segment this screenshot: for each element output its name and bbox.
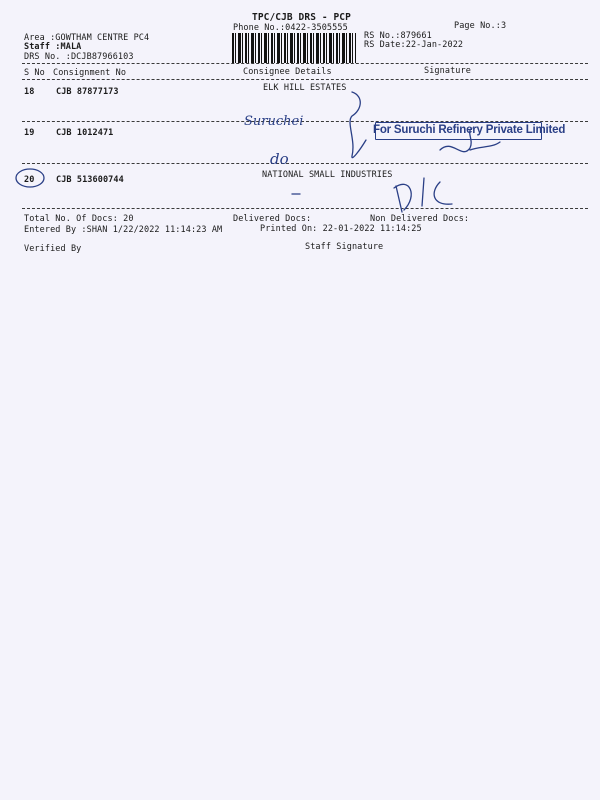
total-docs: Total No. Of Docs: 20 — [24, 214, 134, 224]
area-label: Area :GOWTHAM CENTRE PC4 — [24, 33, 150, 43]
row-sno: 20 — [24, 175, 35, 185]
printed-on: Printed On: 22-01-2022 11:14:25 — [260, 224, 422, 234]
circle-mark — [16, 169, 44, 187]
rs-date: RS Date:22-Jan-2022 — [364, 40, 464, 50]
dl-mark-d — [394, 184, 411, 212]
delivered-docs: Delivered Docs: — [233, 214, 312, 224]
staff-label: Staff :MALA — [24, 42, 82, 52]
row-consignment: CJB 513600744 — [56, 175, 124, 185]
row-consignment: CJB 1012471 — [56, 128, 114, 138]
row-sno: 19 — [24, 128, 35, 138]
non-delivered-docs: Non Delivered Docs: — [370, 214, 470, 224]
row-consignee: ELK HILL ESTATES — [263, 83, 347, 93]
row-consignee: NATIONAL SMALL INDUSTRIES — [262, 170, 393, 180]
company-stamp: For Suruchi Refinery Private Limited — [373, 124, 566, 136]
row-sno: 18 — [24, 87, 35, 97]
report-title: TPC/CJB DRS - PCP — [252, 12, 351, 23]
col-header-sno: S No — [24, 68, 45, 78]
bracket-mark — [350, 92, 366, 158]
staff-signature: Staff Signature — [305, 242, 384, 252]
entered-by: Entered By :SHAN 1/22/2022 11:14:23 AM — [24, 225, 223, 235]
signature-scribble — [440, 128, 500, 152]
handwritten-text-suruchei: Suruchei — [244, 114, 304, 129]
page-number: Page No.:3 — [454, 21, 507, 31]
rs-number: RS No.:879661 — [364, 31, 432, 41]
col-header-consignment: Consignment No — [53, 68, 127, 78]
col-header-signature: Signature — [424, 66, 471, 76]
col-header-consignee: Consignee Details — [243, 67, 332, 77]
phone-number: Phone No.:0422-3505555 — [233, 23, 348, 33]
handwritten-text-do: do — [270, 150, 289, 168]
dl-mark-l — [434, 182, 452, 204]
verified-by: Verified By — [24, 244, 82, 254]
dl-mark-slash — [422, 178, 424, 206]
drs-number: DRS No. :DCJB87966103 — [24, 52, 134, 62]
row-consignment: CJB 87877173 — [56, 87, 119, 97]
